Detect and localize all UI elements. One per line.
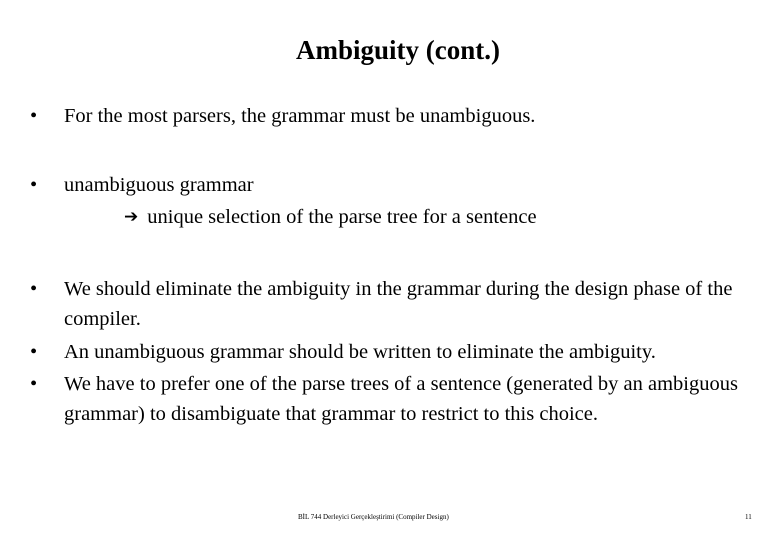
bullet-dot: •: [30, 105, 38, 127]
implication-text: unique selection of the parse tree for a sentence: [147, 206, 537, 228]
bullet-dot: •: [30, 373, 38, 395]
bullet-dot: •: [30, 341, 38, 363]
bullet-dot: •: [30, 174, 38, 196]
bullet-item: [30, 102, 770, 132]
bullet-text: For the most parsers, the grammar must be unambiguous.: [64, 105, 536, 127]
bullet-item: [30, 370, 770, 429]
bullet-text: We have to prefer one of the parse trees of a sentence (generated by an ambiguous grammar) to disambiguate that grammar to restrict to this choice.: [64, 373, 738, 425]
bullet-item: [30, 275, 770, 334]
bullet-text: An unambiguous grammar should be written to eliminate the ambiguity.: [64, 341, 656, 363]
footer-course-title: BİL 744 Derleyici Gerçekleştirimi (Compiler Design): [298, 513, 449, 521]
bullet-text: unambiguous grammar: [64, 174, 254, 196]
slide-title: Ambiguity (cont.): [296, 35, 500, 65]
bullet-text: We should eliminate the ambiguity in the grammar during the design phase of the compiler.: [64, 278, 733, 330]
right-arrow-icon: ➔: [124, 207, 139, 227]
page-number: 11: [745, 513, 752, 521]
bullet-item: [30, 338, 770, 368]
bullet-item: [30, 171, 770, 201]
bullet-dot: •: [30, 278, 38, 300]
implication-line: [124, 203, 537, 233]
